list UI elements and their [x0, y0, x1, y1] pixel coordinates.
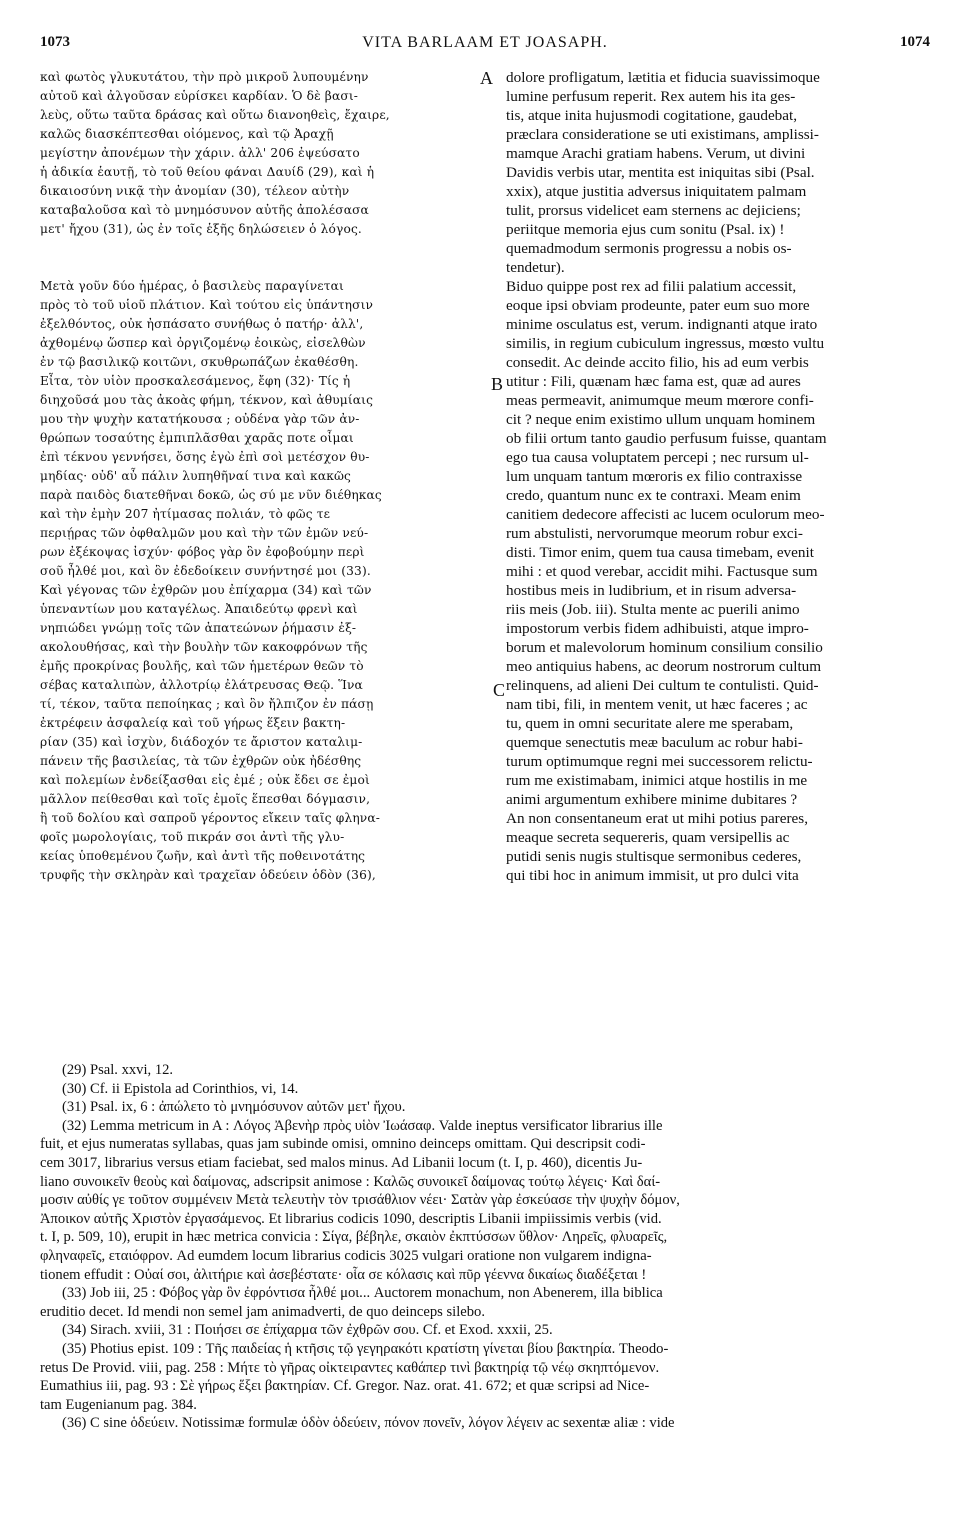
greek-text-line: μεγίστην ἀπονέμων τὴν χάριν. ἀλλ' 206 ἐψεύσατο [40, 146, 360, 160]
footnote-line: fuit, et ejus numeratas syllabas, quas jam subinde omisi, omnino deinceps omittam. Qui descripsit codi- [40, 1136, 646, 1153]
footnote-line: (32) Lemma metricum in A : Λόγος Ἀβενὴρ πρὸς υἱὸν Ἰωάσαφ. Valde ineptus versificator librarius ille [62, 1117, 663, 1134]
latin-text-line: putidi senis nugis stultisque sermonibus cederes, [506, 848, 802, 865]
footnote-line: eruditio decet. Id mendi non semel jam animadverti, de quo deinceps silebo. [40, 1303, 485, 1320]
latin-text-line: Davidis verbis utar, mentita est iniquitas sibi (Psal. [506, 164, 815, 181]
page-header [40, 34, 930, 56]
greek-text-line: ακολουθήσας, καὶ τὴν βουλὴν τῶν κακοφρόνων τῆς [40, 640, 368, 654]
footnote-line: (30) Cf. ii Epistola ad Corinthios, vi, 14. [62, 1080, 299, 1097]
greek-text-line: κείας ὑποθεμένου ζωῆν, καὶ ἀντὶ τῆς ποθεινοτάτης [40, 849, 366, 863]
latin-text-line: turum optimumque regni mei successorem relictu- [506, 753, 813, 770]
section-marker-c: C [493, 680, 506, 700]
latin-column [506, 68, 934, 885]
latin-text-line: mamque Arachi gratiam habens. Verum, ut divini [506, 145, 806, 162]
greek-text-line: νηπιώδει γνώμῃ τοῖς τῶν ἀπατεώνων ῥήμασιν ἐξ- [40, 621, 357, 635]
greek-text-line: παρὰ παιδὸς διατεθῆναι δοκῶ, ὡς σύ με νῦν διέθηκας [40, 488, 382, 502]
latin-text-line: minime osculatus est, verum. indignanti atque irato [506, 316, 818, 333]
latin-text-line: ob filii ortum tanto gaudio perfusum fuisse, quantam [506, 430, 827, 447]
latin-text-line: qui tibi hoc in animum immisit, ut pro dulci vita [506, 867, 799, 884]
greek-text-line: ὑπεναντίων μου καταγέλως. Ἀπαιδεύτῳ φρενὶ καὶ [40, 602, 358, 616]
greek-text-line: καὶ τὴν ἐμὴν 207 ἠτίμασας πολιάν, τὸ φῶς τε [40, 507, 331, 521]
greek-text-line: πάνειν τῆς βασιλείας, τὰ τῶν ἐχθρῶν οὐκ ἠδέσθης [40, 754, 362, 768]
footnote-line: retus De Provid. viii, pag. 258 : Μήτε τὸ γῆρας οἰκτειραντες καθάπερ τινὶ βακτηρίᾳ τῷ νέῳ σκηπτόμενον. [40, 1359, 660, 1376]
latin-text-line: Biduo quippe post rex ad filii palatium accessit, [506, 278, 797, 295]
footnote-line: (35) Photius epist. 109 : Τῆς παιδείας ἡ κτῆσις τῷ γεγηρακότι κρατίστη γίνεται βίου βακτηρία. Theodo- [62, 1340, 669, 1357]
greek-text-line: ρίαν (35) καὶ ἰσχὺν, διάδοχόν τε ἄριστον καταλιμ- [40, 735, 363, 749]
greek-text-line: μου τὴν ψυχὴν κατατήκουσα ; οὐδένα γὰρ τῶν ἀν- [40, 412, 360, 426]
latin-text-line: tulit, prorsus videlicet eam sternens ac dejiciens; [506, 202, 801, 219]
footnote-line: liano συνοικεῖν θεοὺς καὶ δαίμονας, adscripsit animose : Καλῶς συνοικεῖ δαίμονας τούτῳ λέγεις· Καὶ δαί- [40, 1173, 661, 1190]
running-title: VITA BARLAAM ET JOASAPH. [362, 34, 608, 51]
footnote-line: Eumathius iii, pag. 93 : Σὲ γήρως ἕξει βακτηρίαν. Cf. Gregor. Naz. orat. 41. 672; et quæ scripsi ad Nice- [40, 1378, 650, 1395]
greek-text-line: μετ' ἤχου (31), ὡς ἐν τοῖς ἑξῆς δηλώσειεν ὁ λόγος. [40, 222, 362, 236]
footnote-line: (36) C sine ὁδεύειν. Notissimæ formulæ ὁδὸν ὁδεύειν, πόνον πονεῖν, λόγον λέγειν ac sexentæ aliæ : vide [62, 1415, 675, 1432]
greek-text-line: διηχοῦσά μου τὰς ἀκοὰς φήμη, τέκνον, καὶ ἀθυμίαις [40, 393, 374, 407]
latin-text-line: borum et malevolorum hominum consilium consilio [506, 639, 823, 656]
latin-text-line: rum me existimabam, inimici atque hostilis in me [506, 772, 808, 789]
greek-text-line: καὶ πολεμίων ἐνδείξασθαι εἰς ἐμέ ; οὐκ ἔδει σε ἐμοὶ [40, 773, 370, 787]
latin-text-line: ego tua causa voluptatem percepi ; nec rursum ul- [506, 449, 809, 466]
section-marker-a: A [480, 68, 493, 88]
greek-text-line: μηδίας· οὐδ' αὖ πάλιν λυπηθῆναί τινα καὶ κακῶς [40, 469, 352, 483]
greek-text-line: Μετὰ γοῦν δύο ἡμέρας, ὁ βασιλεὺς παραγίνεται [40, 279, 344, 293]
greek-text-line: καὶ φωτὸς γλυκυτάτου, τὴν πρὸ μικροῦ λυπουμένην [40, 70, 369, 84]
greek-text-line: περιῄρας τῶν ὀφθαλμῶν μου καὶ τὴν τῶν ἐμῶν νεύ- [40, 526, 369, 540]
greek-text-line: ἀχθομένῳ ὥσπερ καὶ ὀργιζομένῳ ἐοικὼς, εἰσελθὼν [40, 336, 366, 350]
greek-column [40, 68, 488, 885]
greek-text-line: ἡ ἀδικία ἑαυτῇ, τὸ τοῦ θείου φάναι Δαυίδ (29), καὶ ἡ [40, 165, 375, 179]
greek-text-line: ἐμῆς προκρίνας βουλῆς, καὶ τῶν ἡμετέρων θεῶν τὸ [40, 659, 364, 673]
latin-text-line: hostibus meis in ludibrium, et in risum adversa- [506, 582, 797, 599]
latin-text-line: dolore profligatum, lætitia et fiducia suavissimoque [506, 69, 820, 86]
latin-text-line: riis meis (Job. iii). Stulta mente ac puerili animo [506, 601, 800, 618]
latin-text-line: cit ? neque enim existimo ullum unquam hominem [506, 411, 816, 428]
footnote-line: (29) Psal. xxvi, 12. [62, 1062, 174, 1078]
greek-text-line: τί, τέκον, ταῦτα πεποίηκας ; καὶ ὃν ἤλπιζον ἐν πάσῃ [40, 697, 374, 711]
latin-text-line: similis, in regium cubiculum ingressus, mœsto vultu [506, 335, 825, 352]
latin-text-line: tu, quem in omni securitate alere me sperabam, [506, 715, 794, 732]
latin-text-line: consedit. Ac deinde accito filio, his ad eum verbis [506, 354, 809, 371]
latin-text-line: tis, atque inita hujusmodi cogitatione, gaudebat, [506, 107, 798, 124]
page-number-left: 1073 [40, 34, 70, 50]
greek-text-line: σέβας καταλιπὼν, ἀλλοτρίῳ ἐλάτρευσας Θεῷ. Ἵνα [40, 678, 363, 692]
latin-text-line: quemadmodum sermonis progressu a nobis os- [506, 240, 792, 257]
latin-text-line: utitur : Fili, quænam hæc fama est, quæ ad aures [506, 373, 801, 390]
latin-text-line: mihi : et quod verebar, accidit mihi. Factusque sum [506, 563, 818, 580]
greek-text-line: θρώπων τοσαύτης ἐμπιπλᾶσθαι χαρᾶς ποτε οἶμαι [40, 431, 354, 445]
greek-text-line: πρὸς τὸ τοῦ υἱοῦ πλάτιον. Καὶ τούτου εἰς ὑπάντησιν [40, 298, 374, 312]
latin-text-line: meo antiquius habens, ac deorum nostrorum cultum [506, 658, 822, 675]
greek-text-line: τρυφῆς τὴν σκληρὰν καὶ τραχεῖαν ὁδεύειν ὁδὸν (36), [40, 868, 376, 882]
latin-text-line: nam tibi, fili, in mentem venit, ut hæc faceres ; ac [506, 696, 808, 713]
latin-text-line: disti. Timor enim, quem tua causa timebam, evenit [506, 544, 814, 561]
greek-text-line: αὐτοῦ καὶ ἀλγοῦσαν εὑρίσκει καρδίαν. Ὁ δὲ βασι- [40, 89, 359, 103]
latin-text-line: præclara consideratione se uti existimans, amplissi- [506, 126, 819, 143]
footnote-line: Ἀποικον αὐτῆς Χριστὸν ἐργασάμενος. Et librarius codicis 1090, descriptis Libanii impiissimis verbis (vid. [40, 1210, 662, 1227]
footnote-line: (33) Job iii, 25 : Φόβος γὰρ ὃν ἐφρόντισα ἦλθέ μοι... Auctorem monachum, non Abenerem, illa biblica [62, 1285, 663, 1302]
latin-text-line: periitque memoria ejus cum sonitu (Psal. ix) ! [506, 221, 785, 238]
greek-text-line [40, 239, 488, 258]
greek-text-line: ρων ἐξέκοψας ἰσχύν· φόβος γὰρ ὃν ἐφοβούμην περὶ [40, 545, 365, 559]
latin-text-line: lum unquam tantum mœroris ex filio contraxisse [506, 468, 803, 485]
latin-text-line: lumine perfusum reperit. Rex autem his ita ges- [506, 88, 796, 105]
latin-text-line: xxix), atque justitia adversus iniquitatem palmam [506, 183, 807, 200]
footnote-line: t. I, p. 509, 10), erupit in hæc metrica convicia : Σίγα, βέβηλε, σκαιὸν ἐκπτύσσων ὕθλον· Ληρεῖς, φλυαρεῖς, [40, 1229, 668, 1246]
footnote-line: tam Eugenianum pag. 384. [40, 1396, 197, 1413]
footnote-line: φληναφεῖς, εταιόφρον. Ad eumdem locum librarius codicis 3025 vulgari oratione non vulgarem indigna- [40, 1247, 652, 1264]
latin-text-line: credo, quantum nunc ex te contraxi. Meam enim [506, 487, 801, 504]
section-marker-b: B [491, 374, 504, 394]
latin-text-line: impostorum verbis fidem adhibuisti, atque impro- [506, 620, 809, 637]
greek-text-line: δικαιοσύνη νικᾷ τὴν ἀνομίαν (30), τέλεον αὐτὴν [40, 184, 350, 198]
footnote-line: μοσιν αὐθίς γε τοῦτον συμμένειν Μετὰ τελευτὴν τὸν τρισάθλιον νέει· Σατὰν γὰρ ἐσκεύασε τὴν ψυχὴν δόμον, [40, 1192, 680, 1209]
footnote-line: cem 3017, librarius versus etiam faciebat, sed malos minus. Ad Libanii locum (t. I, p. 460), dicentis Ju- [40, 1154, 643, 1171]
latin-text-line: tendetur). [506, 259, 565, 276]
latin-text-line: An non consentaneum erat ut mihi potius pareres, [506, 810, 808, 827]
latin-text-line: meas permeavit, animumque meum mœrore confi- [506, 392, 814, 409]
latin-text-line: quemque senectutis meæ baculum ac robur habi- [506, 734, 803, 751]
greek-text-line: καλῶς διασκέπτεσθαι οἰόμενος, καὶ τῷ Ἀραχῇ [40, 127, 334, 141]
greek-text-line: ἢ τοῦ δολίου καὶ σαπροῦ γέροντος εἴκειν ταῖς φληνα- [40, 811, 380, 825]
greek-text-line: ἐξελθόντος, οὐκ ἠσπάσατο συνήθως ὁ πατήρ· ἀλλ', [40, 317, 364, 331]
greek-text-line: ἐπὶ τέκνου γεννήσει, ὅσης ἐγὼ ἐπὶ σοὶ μετέσχον θυ- [40, 450, 370, 464]
greek-text-line: λεὺς, οὕτω ταῦτα δράσας καὶ οὕτω διανοηθεὶς, ἔχαιρε, [40, 108, 390, 122]
page-number-right: 1074 [900, 34, 930, 50]
greek-text-line: μᾶλλον πείθεσθαι καὶ τοῖς ἐμοῖς ἕπεσθαι δόγμασιν, [40, 792, 371, 806]
footnote-line: (34) Sirach. xviii, 31 : Ποιήσει σε ἐπίχαρμα τῶν ἐχθρῶν σου. Cf. et Exod. xxxii, 25. [62, 1322, 553, 1339]
greek-text-line: σοῦ ἦλθέ μοι, καὶ ὃν ἐδεδοίκειν συνήντησέ μοι (33). [40, 564, 371, 578]
latin-text-line: animi argumentum exhibere minime dubitares ? [506, 791, 798, 808]
latin-text-line: meaque secreta sequereris, quam versipellis ac [506, 829, 790, 846]
latin-text-line: canitiem dedecore affecisti ac lucem oculorum meo- [506, 506, 825, 523]
latin-text-line: rum abstulisti, nervorumque meorum robur exci- [506, 525, 803, 542]
latin-text-line: eoque ipsi obviam prodeunte, pater eum suo more [506, 297, 810, 314]
greek-text-line: φοῖς μωρολογίαις, τοῦ πικράν σοι ἀντὶ τῆς γλυ- [40, 830, 345, 844]
greek-text-line: Καὶ γέγονας τῶν ἐχθρῶν μου ἐπίχαρμα (34) καὶ τῶν [40, 583, 372, 597]
greek-text-line [40, 258, 488, 277]
footnote-line: tionem effudit : Οὐαί σοι, ἀλιτήριε καὶ ἀσεβέστατε· οἷα σε κόλασις καὶ πῦρ γέεννα δικαίως διαδέξεται ! [40, 1266, 647, 1283]
footnotes [40, 1061, 935, 1433]
greek-text-line: ἐν τῷ βασιλικῷ κοιτῶνι, σκυθρωπάζων ἐκαθέσθη. [40, 355, 359, 369]
footnote-line: (31) Psal. ix, 6 : ἀπώλετο τὸ μνημόσυνον αὐτῶν μετ' ἤχου. [62, 1099, 406, 1116]
latin-text-line: relinquens, ad alieni Dei cultum te contulisti. Quid- [506, 677, 819, 694]
greek-text-line: ἐκτρέφειν ἀσφαλείᾳ καὶ τοῦ γήρως ἕξειν βακτη- [40, 716, 346, 730]
greek-text-line: καταβαλοῦσα καὶ τὸ μνημόσυνον αὐτῆς ἀπολέσασα [40, 203, 369, 217]
greek-text-line: Εἶτα, τὸν υἱὸν προσκαλεσάμενος, ἔφη (32)· Τίς ἡ [40, 374, 351, 388]
